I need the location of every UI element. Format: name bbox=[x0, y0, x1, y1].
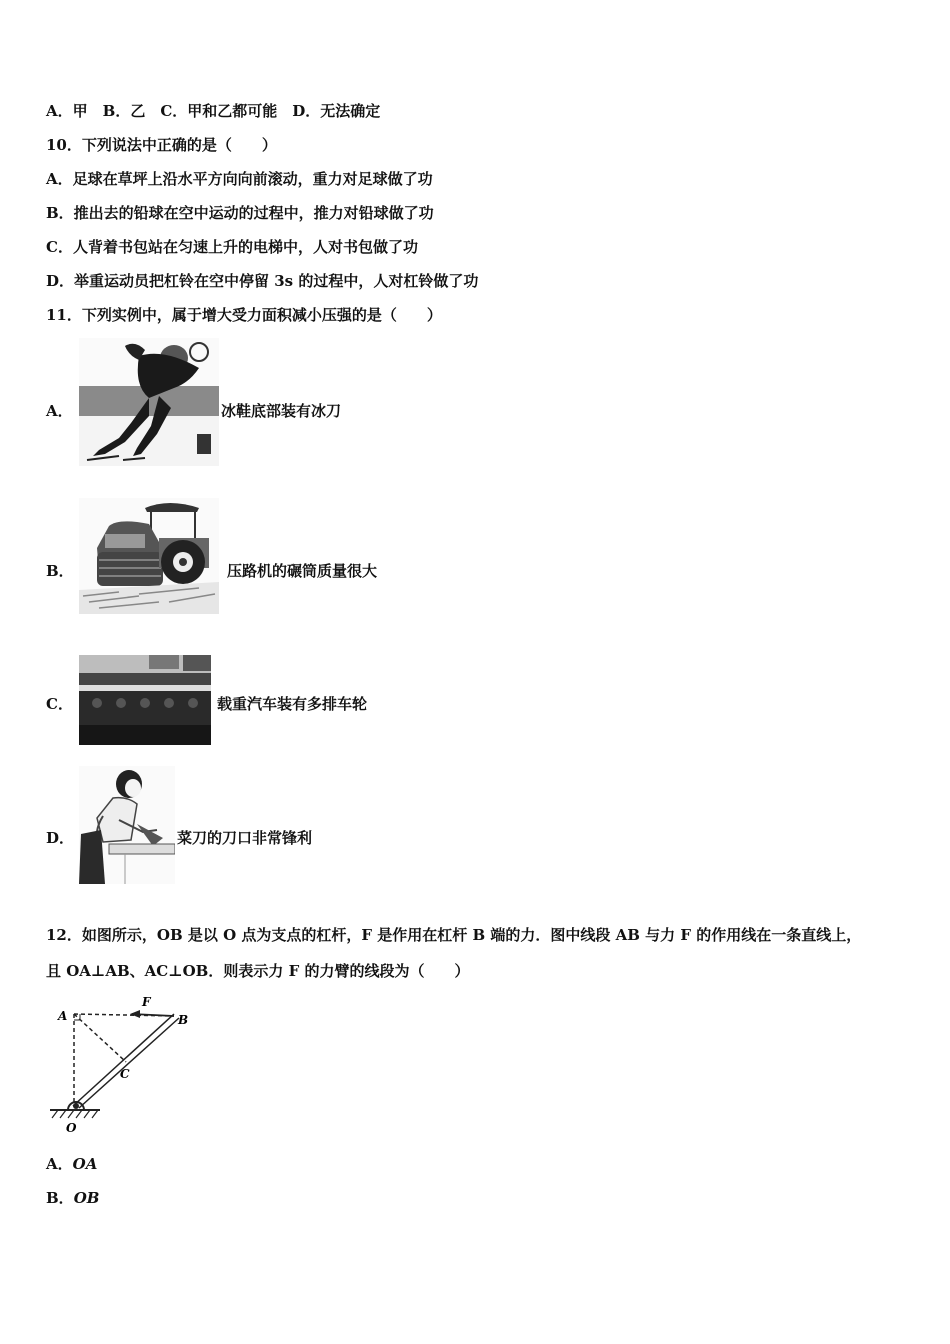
label-c: C bbox=[120, 1067, 130, 1081]
q12-stem-line2: 且 OA⊥AB、AC⊥OB．则表示力 F 的力臂的线段为（ ） bbox=[46, 962, 470, 980]
heavy-truck-image bbox=[79, 655, 211, 745]
q11-option-a-text: 冰鞋底部装有冰刀 bbox=[221, 402, 342, 420]
q12-option-b-text: OB bbox=[73, 1189, 100, 1207]
q12-stem-line1: 12．如图所示，OB 是以 O 点为支点的杠杆，F 是作用在杠杆 B 端的力．图中线段 AB 与力 F 的作用线在一条直线上， bbox=[46, 926, 862, 944]
q10-option-a: A．足球在草坪上沿水平方向向前滚动，重力对足球做了功 bbox=[46, 170, 433, 188]
q9-options: A．甲 B．乙 C．甲和乙都可能 D．无法确定 bbox=[46, 102, 381, 120]
q11-option-a-label: A． bbox=[46, 402, 73, 420]
speed-skater-image bbox=[79, 338, 219, 466]
q11-option-d-label: D． bbox=[46, 829, 75, 847]
q10-stem: 10．下列说法中正确的是（ ） bbox=[46, 136, 277, 154]
label-b: B bbox=[178, 1013, 189, 1027]
q12-option-a-label: A． bbox=[46, 1155, 73, 1173]
q10-option-b: B．推出去的铅球在空中运动的过程中，推力对铅球做了功 bbox=[46, 204, 434, 222]
q11-option-b-text: 压路机的碾筒质量很大 bbox=[227, 562, 378, 580]
q12-option-a-text: OA bbox=[72, 1155, 98, 1173]
lever-diagram bbox=[46, 994, 196, 1136]
q11-option-b-label: B． bbox=[46, 562, 74, 580]
kitchen-knife-image bbox=[79, 766, 175, 884]
q12-option-b bbox=[46, 1188, 99, 1208]
q11-option-c-text: 载重汽车装有多排车轮 bbox=[217, 695, 368, 713]
label-o: O bbox=[66, 1121, 77, 1135]
q11-option-d-text: 菜刀的刀口非常锋利 bbox=[177, 829, 313, 847]
q10-option-d: D．举重运动员把杠铃在空中停留 3s 的过程中，人对杠铃做了功 bbox=[46, 272, 479, 290]
road-roller-image bbox=[79, 498, 219, 614]
q11-option-c-label: C． bbox=[46, 695, 73, 713]
label-f: F bbox=[142, 995, 151, 1009]
q12-option-b-label: B． bbox=[46, 1189, 74, 1207]
q11-stem: 11．下列实例中，属于增大受力面积减小压强的是（ ） bbox=[46, 306, 442, 324]
q10-option-c: C．人背着书包站在匀速上升的电梯中，人对书包做了功 bbox=[46, 238, 418, 256]
label-a: A bbox=[58, 1009, 68, 1023]
q12-option-a bbox=[46, 1154, 97, 1174]
